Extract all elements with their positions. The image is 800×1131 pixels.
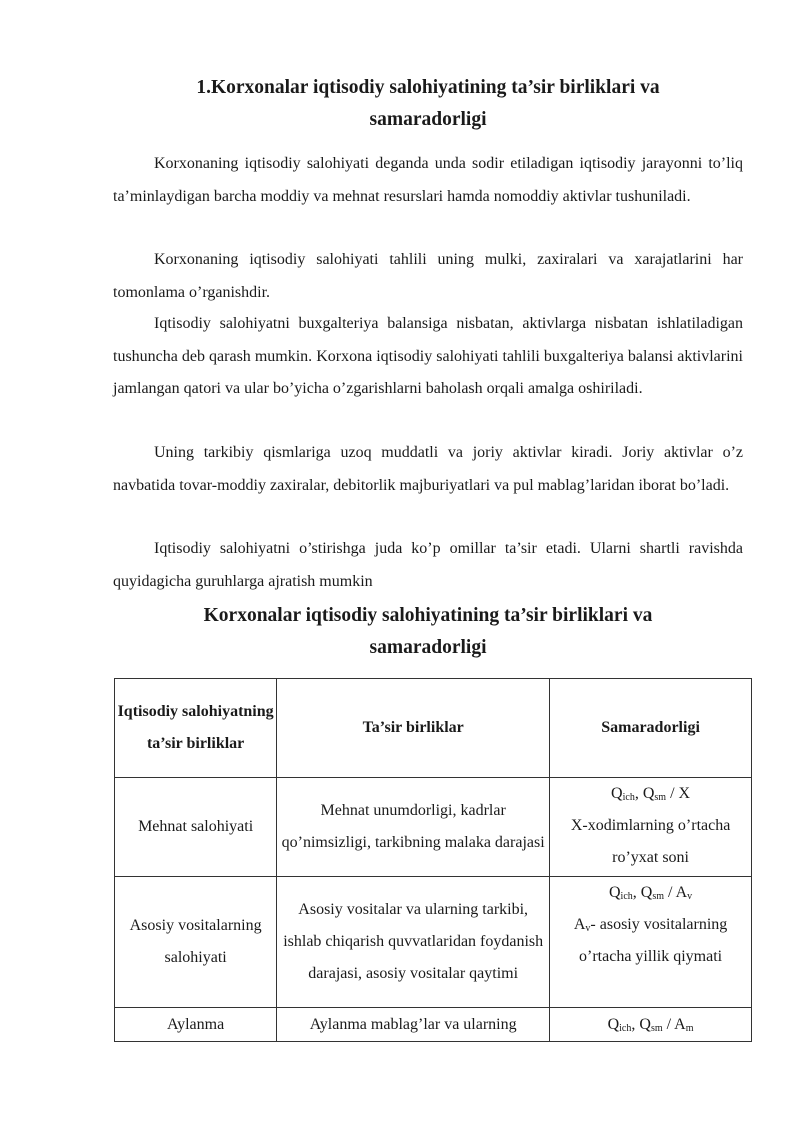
- formula: $Q_{ich}$, $Q_{sm} / A_m$: [607, 1015, 694, 1034]
- table-caption: [113, 600, 743, 664]
- category-cell: Mehnat salohiyati: [115, 778, 277, 877]
- efficiency-cell: [550, 1008, 752, 1042]
- table-row: [115, 1008, 752, 1042]
- efficiency-cell: [550, 778, 752, 877]
- table-caption-line2: samaradorligi: [369, 637, 487, 658]
- formula: $Q_{ich}$, $Q_{sm}$ / X: [611, 785, 691, 803]
- paragraph: Korxonaning iqtisodiy salohiyati tahlili uning mulki, zaxiralari va xarajatlarini har tomonlama o’rganishdir.: [113, 251, 743, 301]
- formula-note: X-xodimlarning o’rtacha ro’yxat soni: [570, 817, 731, 866]
- section-heading: [113, 72, 743, 136]
- table-row: [115, 778, 752, 877]
- factors-cell: Mehnat unumdorligi, kadrlar qo’nimsizligi, tarkibning malaka darajasi: [277, 778, 550, 877]
- paragraph: Iqtisodiy salohiyatni buxgalteriya balansiga nisbatan, aktivlarga nisbatan ishlatiladigan tushuncha deb qarash mumkin. Korxona iqtisodiy salohiyati tahlili buxgalteriya balansi aktivlarini jamlangan qatori va ular bo’yicha o’zgarishlarni baholash orqali amalga oshiriladi.: [113, 315, 743, 397]
- paragraph: Iqtisodiy salohiyatni o’stirishga juda ko’p omillar ta’sir etadi. Ularni shartli ravishda quyidagicha guruhlarga ajratish mumkin: [113, 540, 743, 590]
- category-cell: Aylanma: [115, 1008, 277, 1042]
- section-heading-line2: samaradorligi: [369, 109, 487, 130]
- section-heading-line1: 1.Korxonalar iqtisodiy salohiyatining ta’sir birliklari va: [196, 77, 660, 98]
- paragraph: Uning tarkibiy qismlariga uzoq muddatli va joriy aktivlar kiradi. Joriy aktivlar o’z navbatida tovar-moddiy zaxiralar, debitorlik majburiyatlari va pul mablag’laridan iborat bo’ladi.: [113, 444, 743, 494]
- factors-cell: Aylanma mablag’lar va ularning: [277, 1008, 550, 1042]
- category-cell: Asosiy vositalarning salohiyati: [115, 877, 277, 1008]
- table-row: [115, 877, 752, 1008]
- formula: $Q_{ich}$, $Q_{sm} / A_v$: [608, 884, 693, 902]
- factors-cell: Asosiy vositalar va ularning tarkibi, ishlab chiqarish quvvatlaridan foydanish darajasi, asosiy vositalar qaytimi: [277, 877, 550, 1008]
- table-caption-line1: Korxonalar iqtisodiy salohiyatining ta’sir birliklari va: [203, 605, 653, 626]
- paragraph: Korxonaning iqtisodiy salohiyati deganda unda sodir etiladigan iqtisodiy jarayonni to’liq ta’minlaydigan barcha moddiy va mehnat resurslari hamda nomoddiy aktivlar tushuniladi.: [113, 155, 743, 205]
- factors-table: [114, 678, 752, 1042]
- column-header: Iqtisodiy salohiyatning ta’sir birliklar: [115, 679, 277, 778]
- column-header: Samaradorligi: [550, 679, 752, 778]
- table-header-row: [115, 679, 752, 778]
- column-header: Ta’sir birliklar: [277, 679, 550, 778]
- formula-note: $A_v-$ asosiy vositalarning o’rtacha yillik qiymati: [573, 916, 728, 965]
- efficiency-cell: [550, 877, 752, 1008]
